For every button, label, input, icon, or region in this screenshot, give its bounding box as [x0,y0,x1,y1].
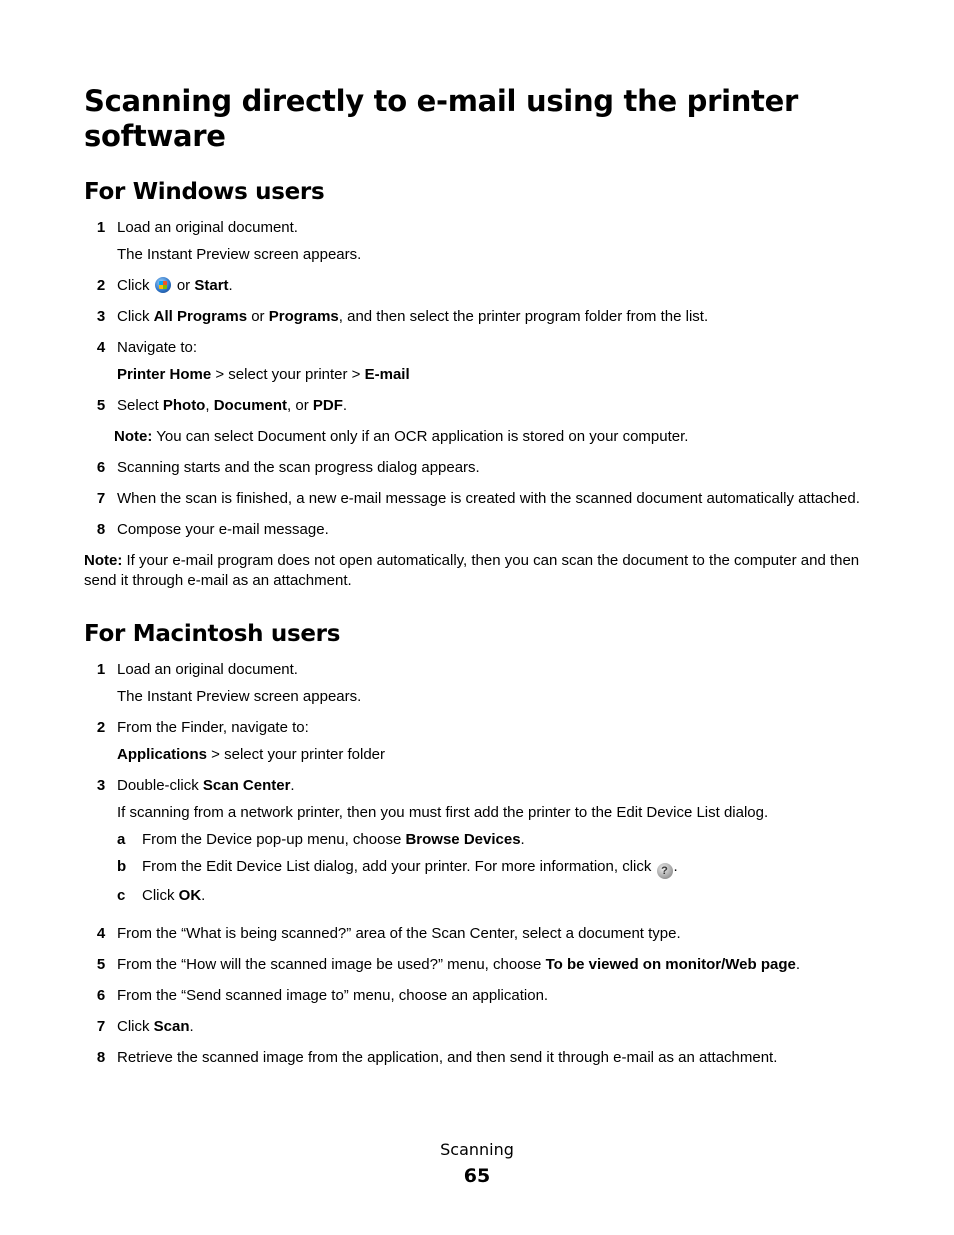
mac-step-3: 3 Double-click Scan Center. If scanning from a network printer, then you must first add the printer to the Edit Device List dialog. a From the Device pop-up menu, choose Browse Devices. b From the Edit Device List dialog, add your printer. For more information, click ? . c Click OK. [84,776,874,913]
mac-substeps [117,830,874,906]
win-step-4: 4 Navigate to: Printer Home > select your printer > E-mail [84,338,874,385]
mac-step-8: 8 Retrieve the scanned image from the application, and then send it through e-mail as an attachment. [96,1049,778,1066]
mac-substep-b: b From the Edit Device List dialog, add your printer. For more information, click ? . [117,858,678,877]
mac-path: Applications > select your printer folder [117,746,386,763]
mac-step-5: 5 From the “How will the scanned image be used?” menu, choose To be viewed on monitor/Web page. [96,956,801,973]
windows-heading: For Windows users [84,179,325,205]
mac-step-4: 4 From the “What is being scanned?” area of the Scan Center, select a document type. [96,925,681,942]
page-title: Scanning directly to e-mail using the printer software [84,84,798,153]
mac-step-2: 2 From the Finder, navigate to: Applications > select your printer folder [84,718,874,765]
windows-note: Note: If your e-mail program does not open automatically, then you can scan the document to the computer and then send it through e-mail as an attachment. [84,552,860,589]
win-step-3: 3 Click All Programs or Programs, and then select the printer program folder from the list. [96,308,709,325]
win-step-5: 5 Select Photo, Document, or PDF. [96,397,348,414]
windows-inline-note: Note: You can select Document only if an OCR application is stored on your computer. [114,428,689,445]
windows-path: Printer Home > select your printer > E-mail [117,366,410,383]
win-step-1: 1 Load an original document. The Instant Preview screen appears. [96,219,362,263]
mac-step-6: 6 From the “Send scanned image to” menu, choose an application. [96,987,549,1004]
win-step-2: 2 Click or Start. [96,277,233,294]
win-step-8: 8 Compose your e-mail message. [96,521,329,538]
section-name: Scanning [440,1140,514,1159]
windows-start-icon [155,277,171,293]
mac-substep-c: c Click OK. [117,887,206,904]
mac-step-1: 1 Load an original document. The Instant Preview screen appears. [96,661,362,705]
win-step-6: 6 Scanning starts and the scan progress dialog appears. [96,459,480,476]
page-content [84,84,874,1079]
win-step-7: 7 When the scan is finished, a new e-mail message is created with the scanned document automatically attached. [96,490,860,507]
page-footer [0,1140,954,1188]
page-number: 65 [463,1165,491,1187]
mac-substep-a: a From the Device pop-up menu, choose Browse Devices. [117,831,525,848]
help-icon: ? [657,863,673,879]
mac-step-7: 7 Click Scan. [96,1018,194,1035]
mac-heading: For Macintosh users [84,621,341,647]
